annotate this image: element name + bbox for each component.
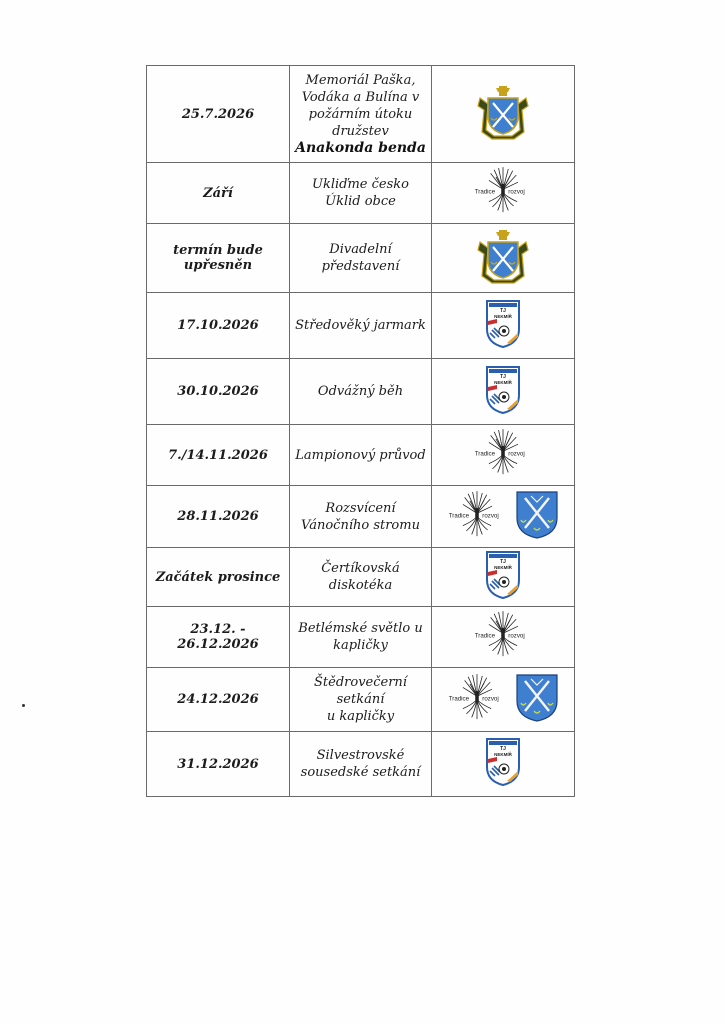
event-name-line: kapličky: [333, 638, 388, 653]
event-name-line: Vánočního stromu: [301, 517, 420, 533]
event-name: [290, 548, 432, 607]
logo-group: [473, 425, 533, 485]
event-row: [147, 425, 575, 486]
event-name-line: Ukliďme česko: [312, 177, 409, 192]
event-date: 25.7.2026: [147, 66, 290, 163]
event-organizers: [432, 163, 575, 224]
event-date: 17.10.2026: [147, 293, 290, 359]
fire-brigade-emblem-icon: [474, 84, 532, 144]
event-row: [147, 668, 575, 732]
event-name: [290, 224, 432, 293]
rozvoj-text: rozvoj: [482, 695, 499, 703]
fire-brigade-emblem-icon: [474, 228, 532, 288]
municipal-coat-of-arms-icon: [515, 490, 559, 544]
event-name-line: Úklid obce: [325, 194, 396, 209]
event-row: [147, 607, 575, 668]
event-name-line: sousedské setkání: [300, 765, 421, 780]
logo-group: [485, 737, 521, 791]
rozvoj-text: rozvoj: [508, 632, 525, 640]
svg-text:TJ: TJ: [500, 373, 506, 380]
logo-group: [447, 487, 559, 547]
tradice-text: Tradice: [448, 695, 470, 703]
event-date: Září: [147, 163, 290, 224]
tradice-rozvoj-logo-icon: [473, 163, 533, 223]
event-organizers: [432, 293, 575, 359]
event-row: [147, 224, 575, 293]
svg-text:TJ: TJ: [500, 559, 506, 565]
tradice-text: Tradice: [474, 450, 496, 458]
scan-speck: [22, 704, 25, 707]
event-name: [290, 359, 432, 425]
event-row: [147, 359, 575, 425]
event-row: [147, 732, 575, 797]
event-organizers: [432, 359, 575, 425]
event-name-line: Čertíkovská: [321, 561, 400, 576]
event-date: 7./14.11.2026: [147, 425, 290, 486]
event-name-line: Lampionový průvod: [295, 447, 426, 463]
svg-text:NEKMÍŘ: NEKMÍŘ: [494, 565, 512, 570]
events-table: [146, 65, 575, 797]
event-date: Začátek prosince: [147, 548, 290, 607]
event-organizers: [432, 66, 575, 163]
event-name: [290, 732, 432, 797]
event-name-line: požárním útoku: [308, 106, 413, 122]
event-date: termín bude upřesněn: [147, 224, 290, 293]
svg-text:TJ: TJ: [500, 307, 506, 314]
event-name: [290, 163, 432, 224]
tradice-rozvoj-logo-icon: [473, 425, 533, 485]
event-name-line: Memoriál Paška,: [305, 72, 416, 88]
event-row: [147, 293, 575, 359]
logo-group: [485, 550, 521, 604]
event-name: [290, 66, 432, 163]
event-row: [147, 66, 575, 163]
event-name: [290, 607, 432, 668]
tradice-text: Tradice: [474, 632, 496, 640]
svg-text:TJ: TJ: [500, 746, 506, 752]
event-organizers: [432, 425, 575, 486]
event-name: [290, 668, 432, 732]
event-organizers: [432, 548, 575, 607]
event-team-name: Anakonda benda: [295, 139, 426, 156]
tradice-text: Tradice: [474, 188, 496, 196]
event-name-line: diskotéka: [328, 578, 393, 593]
svg-text:NEKMÍŘ: NEKMÍŘ: [494, 379, 512, 385]
tradice-text: Tradice: [448, 512, 470, 520]
logo-group: [473, 163, 533, 223]
tj-nekmir-badge-icon: [485, 737, 521, 791]
event-date: 24.12.2026: [147, 668, 290, 732]
tradice-rozvoj-logo-icon: [473, 607, 533, 667]
event-organizers: [432, 486, 575, 548]
event-name: [290, 425, 432, 486]
event-organizers: [432, 224, 575, 293]
event-name-line: Silvestrovské: [316, 748, 405, 763]
event-name: [290, 486, 432, 548]
logo-group: [485, 299, 521, 353]
municipal-coat-of-arms-icon: [515, 673, 559, 727]
event-organizers: [432, 607, 575, 668]
event-organizers: [432, 732, 575, 797]
event-name-line: Betlémské světlo u: [298, 621, 423, 636]
rozvoj-text: rozvoj: [482, 512, 499, 520]
event-organizers: [432, 668, 575, 732]
event-date: 30.10.2026: [147, 359, 290, 425]
logo-group: [473, 607, 533, 667]
tradice-rozvoj-logo-icon: [447, 487, 507, 547]
event-name-line: Odvážný běh: [317, 384, 404, 399]
rozvoj-text: rozvoj: [508, 450, 525, 458]
event-name-line: Vodáka a Bulína v: [301, 89, 420, 105]
event-name-line: Středověký jarmark: [295, 318, 426, 333]
event-row: [147, 163, 575, 224]
event-date: 23.12. - 26.12.2026: [147, 607, 290, 668]
event-name: [290, 293, 432, 359]
event-name-line: u kapličky: [326, 709, 395, 724]
svg-text:NEKMÍŘ: NEKMÍŘ: [494, 313, 512, 319]
tj-nekmir-badge-icon: [485, 299, 521, 353]
tradice-rozvoj-logo-icon: [447, 670, 507, 730]
event-row: [147, 548, 575, 607]
event-name-line: Rozsvícení: [325, 500, 396, 516]
event-name-line: představení: [321, 259, 400, 274]
logo-group: [447, 670, 559, 730]
tj-nekmir-badge-icon: [485, 550, 521, 604]
event-row: [147, 486, 575, 548]
logo-group: [485, 365, 521, 419]
event-name-line: Divadelní: [329, 242, 392, 257]
logo-group: [474, 84, 532, 144]
svg-text:NEKMÍŘ: NEKMÍŘ: [494, 752, 512, 757]
event-date: 28.11.2026: [147, 486, 290, 548]
event-name-line: Štědrovečerní setkání: [314, 675, 407, 707]
tj-nekmir-badge-icon: [485, 365, 521, 419]
event-date: 31.12.2026: [147, 732, 290, 797]
logo-group: [474, 228, 532, 288]
event-name-line: družstev: [332, 123, 389, 139]
rozvoj-text: rozvoj: [508, 188, 525, 196]
